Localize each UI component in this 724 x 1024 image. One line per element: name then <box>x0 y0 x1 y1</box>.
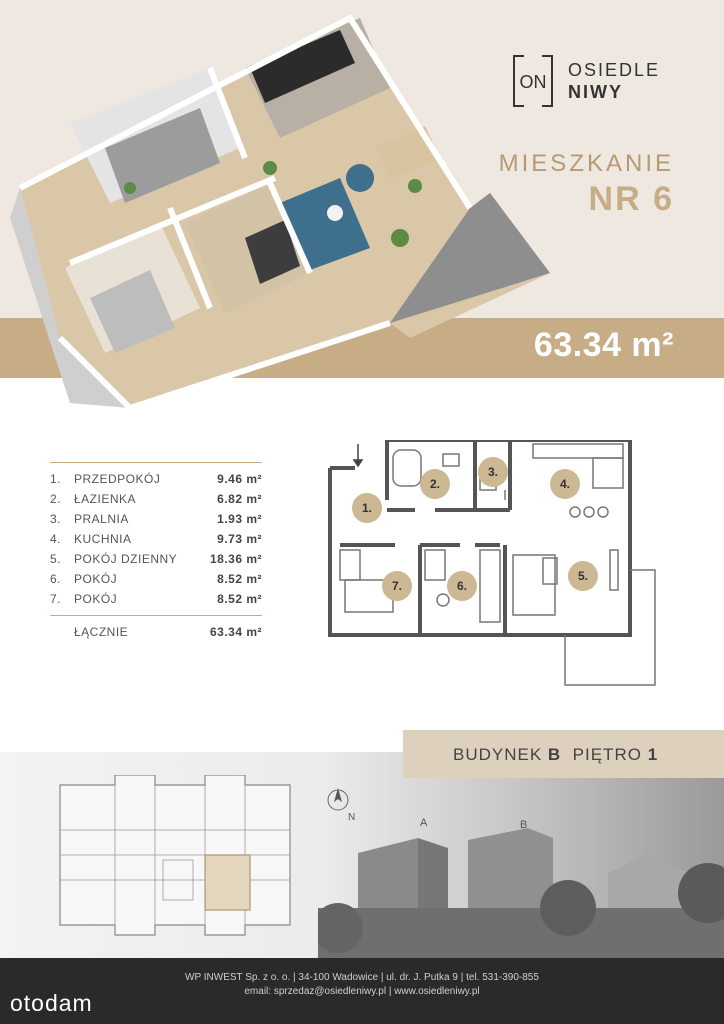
room-label: 6. <box>456 579 468 593</box>
room-number: 7. <box>50 592 62 606</box>
room-number: 5. <box>50 552 62 566</box>
table-row <box>50 549 262 569</box>
room-area: 8.52 m² <box>217 572 262 586</box>
room-label: 4. <box>559 477 571 491</box>
highlighted-apartment <box>205 855 250 910</box>
total-area: 63.34 m² <box>209 625 262 639</box>
brand-logo <box>512 52 692 116</box>
footer-contact-line: WP INWEST Sp. z o. o. | 34-100 Wadowice | ul. dr. J. Putka 9 | tel. 531-390-855 <box>185 972 539 983</box>
building-site-plan <box>45 775 315 940</box>
room-label: 5. <box>577 569 589 583</box>
room-number: 3. <box>50 512 62 526</box>
floor-plan <box>325 440 677 690</box>
room-name: PRALNIA <box>74 512 129 526</box>
entrance-arrow-icon <box>354 444 362 466</box>
room-label: 7. <box>391 579 403 593</box>
building-b-label: B <box>520 819 528 831</box>
room-area: 18.36 m² <box>209 552 262 566</box>
otodom-watermark: otodam <box>10 990 93 1016</box>
table-total-row <box>50 622 262 642</box>
table-row <box>50 469 262 489</box>
total-label: ŁĄCZNIE <box>74 625 129 639</box>
room-area: 6.82 m² <box>217 492 262 506</box>
room-number: 4. <box>50 532 62 546</box>
room-label: 1. <box>361 501 373 515</box>
room-label: 2. <box>429 477 441 491</box>
room-number: 6. <box>50 572 62 586</box>
logo-text-osiedle: OSIEDLE <box>568 60 661 80</box>
compass-icon <box>328 788 355 823</box>
room-number: 2. <box>50 492 62 506</box>
room-name: ŁAZIENKA <box>74 492 137 506</box>
room-area: 8.52 m² <box>217 592 262 606</box>
room-area: 9.46 m² <box>217 472 262 486</box>
apartment-number: NR 6 <box>588 180 674 218</box>
building-floor-text <box>453 745 658 765</box>
buildings-illustration <box>318 828 724 958</box>
apartment-label: MIESZKANIE <box>498 150 674 177</box>
room-name: POKÓJ <box>74 572 118 586</box>
table-row <box>50 529 262 549</box>
building-word: BUDYNEK <box>453 745 543 764</box>
footer <box>0 958 724 1024</box>
room-name: POKÓJ DZIENNY <box>74 552 178 566</box>
table-row <box>50 589 262 609</box>
room-label: 3. <box>487 465 499 479</box>
table-row <box>50 509 262 529</box>
room-name: POKÓJ <box>74 592 118 606</box>
floor-value: 1 <box>647 745 659 764</box>
logo-mark-letters: ON <box>519 72 547 92</box>
logo-text-niwy: NIWY <box>568 82 623 102</box>
building-a-label: A <box>420 817 428 829</box>
table-row <box>50 569 262 589</box>
room-table <box>50 462 262 642</box>
room-area: 9.73 m² <box>217 532 262 546</box>
floor-word: PIĘTRO <box>572 745 642 764</box>
building-value: B <box>547 745 562 764</box>
room-name: PRZEDPOKÓJ <box>74 472 161 486</box>
table-row <box>50 489 262 509</box>
room-number: 1. <box>50 472 62 486</box>
building-floor-banner <box>403 730 724 778</box>
room-area: 1.93 m² <box>217 512 262 526</box>
room-name: KUCHNIA <box>74 532 132 546</box>
logo-mark-icon <box>512 52 554 110</box>
isometric-apartment-render <box>10 8 570 408</box>
site-photo <box>318 758 724 958</box>
footer-web-line[interactable]: email: sprzedaz@osiedleniwy.pl | www.osiedleniwy.pl <box>244 986 480 997</box>
apartment-area: 63.34 m² <box>533 326 674 364</box>
compass-letter: N <box>348 812 356 823</box>
